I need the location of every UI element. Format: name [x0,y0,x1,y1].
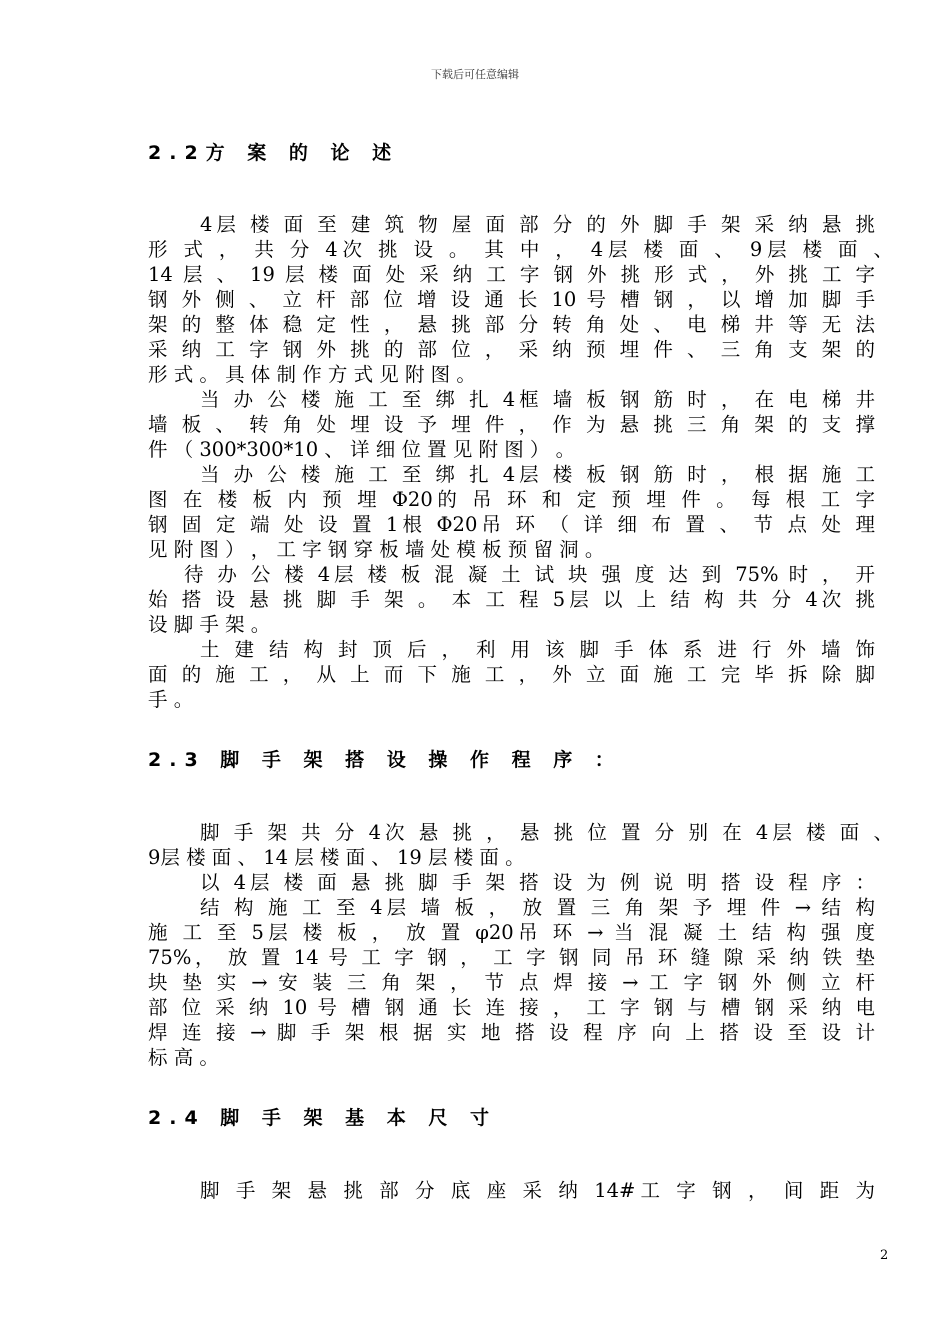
text-line: 部 位 采 纳 10 号 槽 钢 通 长 连 接 ， 工 字 钢 与 槽 钢 采 纳 电 [148,996,875,1019]
section-heading-2-3: 2.3 脚 手 架 搭 设 操 作 程 序 ： [148,749,622,771]
page-number: 2 [880,1248,889,1263]
text-line: 14 层 、 19 层 楼 面 处 采 纳 工 字 钢 外 挑 形 式 ， 外 挑 工 字 [148,263,875,286]
text-line: 图 在 楼 板 内 预 埋 Φ20的 吊 环 和 定 预 埋 件 。 每 根 工 字 [148,488,875,511]
text-line: 架 的 整 体 稳 定 性 ， 悬 挑 部 分 转 角 处 、 电 梯 井 等 无 法 [148,313,875,336]
text-line: 以 4层 楼 面 悬 挑 脚 手 架 搭 设 为 例 说 明 搭 设 程 序 ： [200,871,875,894]
section-2-2-body [148,212,893,712]
section-2-3-body [148,820,893,1070]
text-line: 见 附 图 ） ， 工 字 钢 穿 板 墙 处 模 板 预 留 洞 。 [148,538,605,561]
text-line: 采 纳 工 字 钢 外 挑 的 部 位 ， 采 纳 预 埋 件 、 三 角 支 架 的 [148,338,875,361]
text-line: 钢 固 定 端 处 设 置 1根 Φ20吊 环 （ 详 细 布 置 、 节 点 处 理 [148,513,875,536]
text-line: 标 高 。 [148,1046,219,1069]
text-line: 手 。 [148,688,194,711]
text-line: 块 垫 实 → 安 装 三 角 架 ， 节 点 焊 接 → 工 字 钢 外 侧 立 杆 [148,971,875,994]
text-line: 当 办 公 楼 施 工 至 绑 扎 4层 楼 板 钢 筋 时 ， 根 据 施 工 [200,463,875,486]
text-line: 结 构 施 工 至 4层 墙 板 ， 放 置 三 角 架 予 埋 件 → 结 构 [200,896,875,919]
text-line: 形 式 ， 共 分 4次 挑 设 。 其 中 ， 4层 楼 面 、 9层 楼 面 、 [148,238,893,261]
text-line: 脚 手 架 悬 挑 部 分 底 座 采 纳 14#工 字 钢 ， 间 距 为 [200,1179,875,1202]
text-line: 土 建 结 构 封 顶 后 ， 利 用 该 脚 手 体 系 进 行 外 墙 饰 [200,638,875,661]
text-line: 4层 楼 面 至 建 筑 物 屋 面 部 分 的 外 脚 手 架 采 纳 悬 挑 [200,213,875,236]
text-line: 待 办 公 楼 4层 楼 板 混 凝 土 试 块 强 度 达 到 75% 时 ， 开 [184,563,875,586]
text-line: 脚 手 架 共 分 4次 悬 挑 ， 悬 挑 位 置 分 别 在 4层 楼 面 、 [200,821,893,844]
section-heading-2-2: 2.2方 案 的 论 述 [148,142,400,164]
text-line: 墙 板 、 转 角 处 埋 设 予 埋 件 ， 作 为 悬 挑 三 角 架 的 支 撑 [148,413,875,436]
text-line: 施 工 至 5层 楼 板 ， 放 置 φ20吊 环 → 当 混 凝 土 结 构 强 度 [148,921,875,944]
text-line: 设 脚 手 架 。 [148,613,271,636]
text-line: 件 （ 300*300*10 、 详 细 位 置 见 附 图 ） 。 [148,438,576,461]
text-line: 当 办 公 楼 施 工 至 绑 扎 4框 墙 板 钢 筋 时 ， 在 电 梯 井 [200,388,875,411]
section-heading-2-4: 2.4 脚 手 架 基 本 尺 寸 [148,1107,497,1129]
text-line: 形 式 。 具 体 制 作 方 式 见 附 图 。 [148,363,476,386]
page-header: 下载后可任意编辑 [431,68,519,81]
text-line: 始 搭 设 悬 挑 脚 手 架 。 本 工 程 5层 以 上 结 构 共 分 4次 挑 [148,588,875,611]
text-line: 焊 连 接 → 脚 手 架 根 据 实 地 搭 设 程 序 向 上 搭 设 至 设 计 [148,1021,875,1044]
text-line: 面 的 施 工 ， 从 上 而 下 施 工 ， 外 立 面 施 工 完 毕 拆 除 脚 [148,663,875,686]
section-2-4-body [148,1178,875,1203]
text-line: 钢 外 侧 、 立 杆 部 位 增 设 通 长 10 号 槽 钢 ， 以 增 加 脚 手 [148,288,875,311]
text-line: 75%， 放 置 14 号 工 字 钢 ， 工 字 钢 同 吊 环 缝 隙 采 纳 铁 垫 [148,946,875,969]
text-line: 9层 楼 面 、 14 层 楼 面 、 19 层 楼 面 。 [148,846,525,869]
